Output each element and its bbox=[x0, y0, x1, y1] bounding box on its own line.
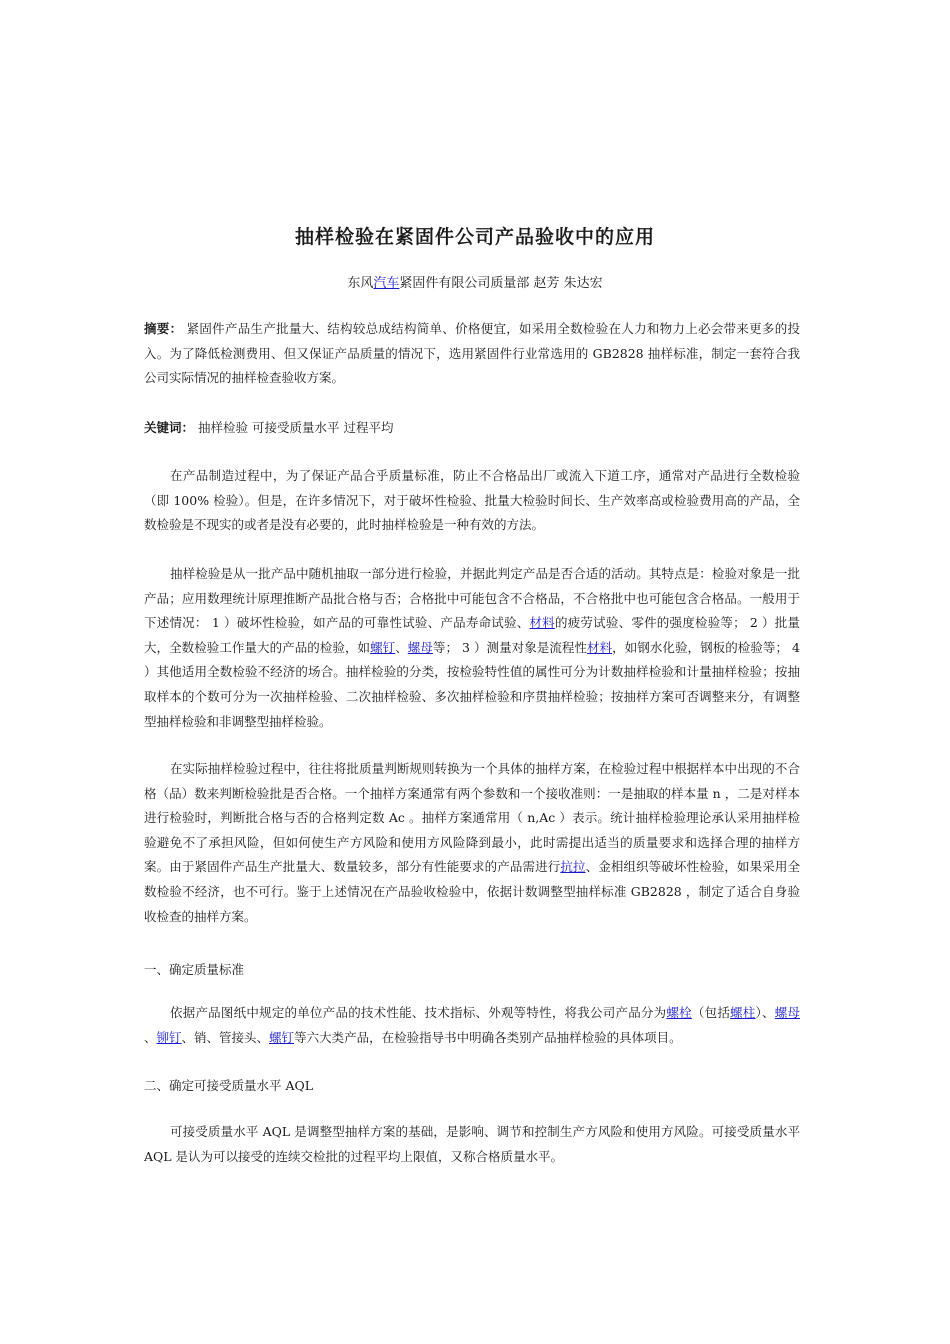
para4-text: 、 bbox=[144, 1029, 157, 1045]
section-heading-2: 二、确定可接受质量水平 AQL bbox=[144, 1078, 314, 1093]
para3-text: 在实际抽样检验过程中，往往将批质量判断规则转换为一个具体的抽样方案，在检验过程中根据样本中出现的不合格（品）数来判断检验批是否合格。一个抽样方案通常有两个参数和一个接收准则：一是抽取的样本量 n ，二是对样本进行检验时，判断批合格与否的合格判定数 Ac 。抽样方案通常用（ n,Ac ）表示。统计抽样检验理论承认采用抽样检验避免不了承担风险，但如何使生产方风险和使用方风险降到最小，此时需提出适当的质量要求和选择合理的抽样方案。由于紧固件产品生产批量大、数量较多，部分有性能要求的产品需进行 bbox=[144, 761, 800, 875]
link-cailiao-2[interactable]: 材料 bbox=[587, 639, 613, 655]
para4-text: 等六大类产品，在检验指导书中明确各类别产品抽样检验的具体项目。 bbox=[294, 1029, 682, 1045]
section-heading-1: 一、确定质量标准 bbox=[144, 962, 245, 977]
link-maoding[interactable]: 铆钉 bbox=[156, 1029, 182, 1045]
paragraph-2 bbox=[144, 562, 800, 734]
link-luoshuan[interactable]: 螺栓 bbox=[666, 1005, 692, 1020]
para2-text: 抽样检验是从一批产品中随机抽取一部分进行检验，并据此判定产品是否合适的活动。其特点是：检验对象是一批产品；应用数理统计原理推断产品批合格与否；合格批中可能包含不合格品，不合格批中也可能包含合格品。一般用于下述情况： 1 ）破坏性检验，如产品的可靠性试验、产品寿命试验、 bbox=[144, 566, 800, 631]
link-luozhu[interactable]: 螺柱 bbox=[730, 1005, 756, 1020]
link-qiche[interactable]: 汽车 bbox=[373, 276, 400, 291]
link-luomu[interactable]: 螺母 bbox=[407, 639, 433, 655]
para2-text: ，如钢水化验，钢板的检验等； 4 ）其他适用全数检验不经济的场合。抽样检验的分类，按检验特性值的属性可分为计数抽样检验和计量抽样检验；按抽取样本的个数可分为一次抽样检验、二次抽样检验、多次抽样检验和序贯抽样检验；按抽样方案可否调整来分，有调整型抽样检验和非调整型抽样检验。 bbox=[144, 639, 800, 729]
para3-text: 、金相组织等破坏性检验，如果采用全数检验不经济，也不可行。鉴于上述情况在产品验收检验中，依据计数调整型抽样标准 GB2828 ，制定了适合自身验收检查的抽样方案。 bbox=[144, 859, 800, 924]
para2-text: 等； 3 ）测量对象是流程性 bbox=[432, 639, 588, 655]
para2-text: 、 bbox=[395, 639, 408, 655]
para2-text: 的疲劳试验、零件的强度检验等； 2 ）批量大，全数检验工作量大的产品的检验，如 bbox=[144, 615, 800, 655]
author-suffix: 紧固件有限公司质量部 赵芳 朱达宏 bbox=[399, 276, 603, 291]
paragraph-4 bbox=[144, 1001, 800, 1050]
document-title: 抽样检验在紧固件公司产品验收中的应用 bbox=[294, 226, 655, 248]
para4-text: 依据产品图纸中规定的单位产品的技术性能、技术指标、外观等特性，将我公司产品分为 bbox=[170, 1005, 667, 1020]
link-cailiao[interactable]: 材料 bbox=[529, 615, 555, 631]
link-kangla[interactable]: 抗拉 bbox=[560, 859, 586, 875]
link-luomu-2[interactable]: 螺母 bbox=[774, 1005, 800, 1020]
para4-text: 、销、管接头、 bbox=[181, 1029, 270, 1045]
link-luoding[interactable]: 螺钉 bbox=[370, 639, 396, 655]
paragraph-3 bbox=[144, 757, 800, 929]
author-line bbox=[0, 272, 950, 291]
keywords-label: 关键词： bbox=[144, 420, 195, 435]
paragraph-5: 可接受质量水平 AQL 是调整型抽样方案的基础，是影响、调节和控制生产方风险和使用方风险。可接受质量水平 AQL 是认为可以接受的连续交检批的过程平均上限值，又称合格质量水平。 bbox=[144, 1124, 800, 1164]
abstract bbox=[144, 317, 800, 391]
keywords bbox=[144, 416, 800, 441]
author-prefix: 东风 bbox=[347, 276, 374, 291]
para4-text: （包括 bbox=[691, 1005, 731, 1020]
link-luoding-2[interactable]: 螺钉 bbox=[269, 1029, 295, 1045]
abstract-label: 摘要： bbox=[144, 321, 183, 336]
paragraph-1: 在产品制造过程中，为了保证产品合乎质量标准，防止不合格品出厂或流入下道工序，通常对产品进行全数检验（即 100% 检验）。但是，在许多情况下，对于破坏性检验、批量大检验时间长、生产效率高或检验费用高的产品，全数检验是不现实的或者是没有必要的，此时抽样检验是一种有效的方法。 bbox=[144, 468, 800, 533]
keywords-text: 抽样检验 可接受质量水平 过程平均 bbox=[198, 420, 394, 435]
abstract-text: 紧固件产品生产批量大、结构较总成结构简单、价格便宜，如采用全数检验在人力和物力上必会带来更多的投入。为了降低检测费用、但又保证产品质量的情况下，选用紧固件行业常选用的 GB2828 抽样标准，制定一套符合我公司实际情况的抽样检查验收方案。 bbox=[144, 321, 800, 386]
para4-text: ）、 bbox=[755, 1005, 775, 1020]
